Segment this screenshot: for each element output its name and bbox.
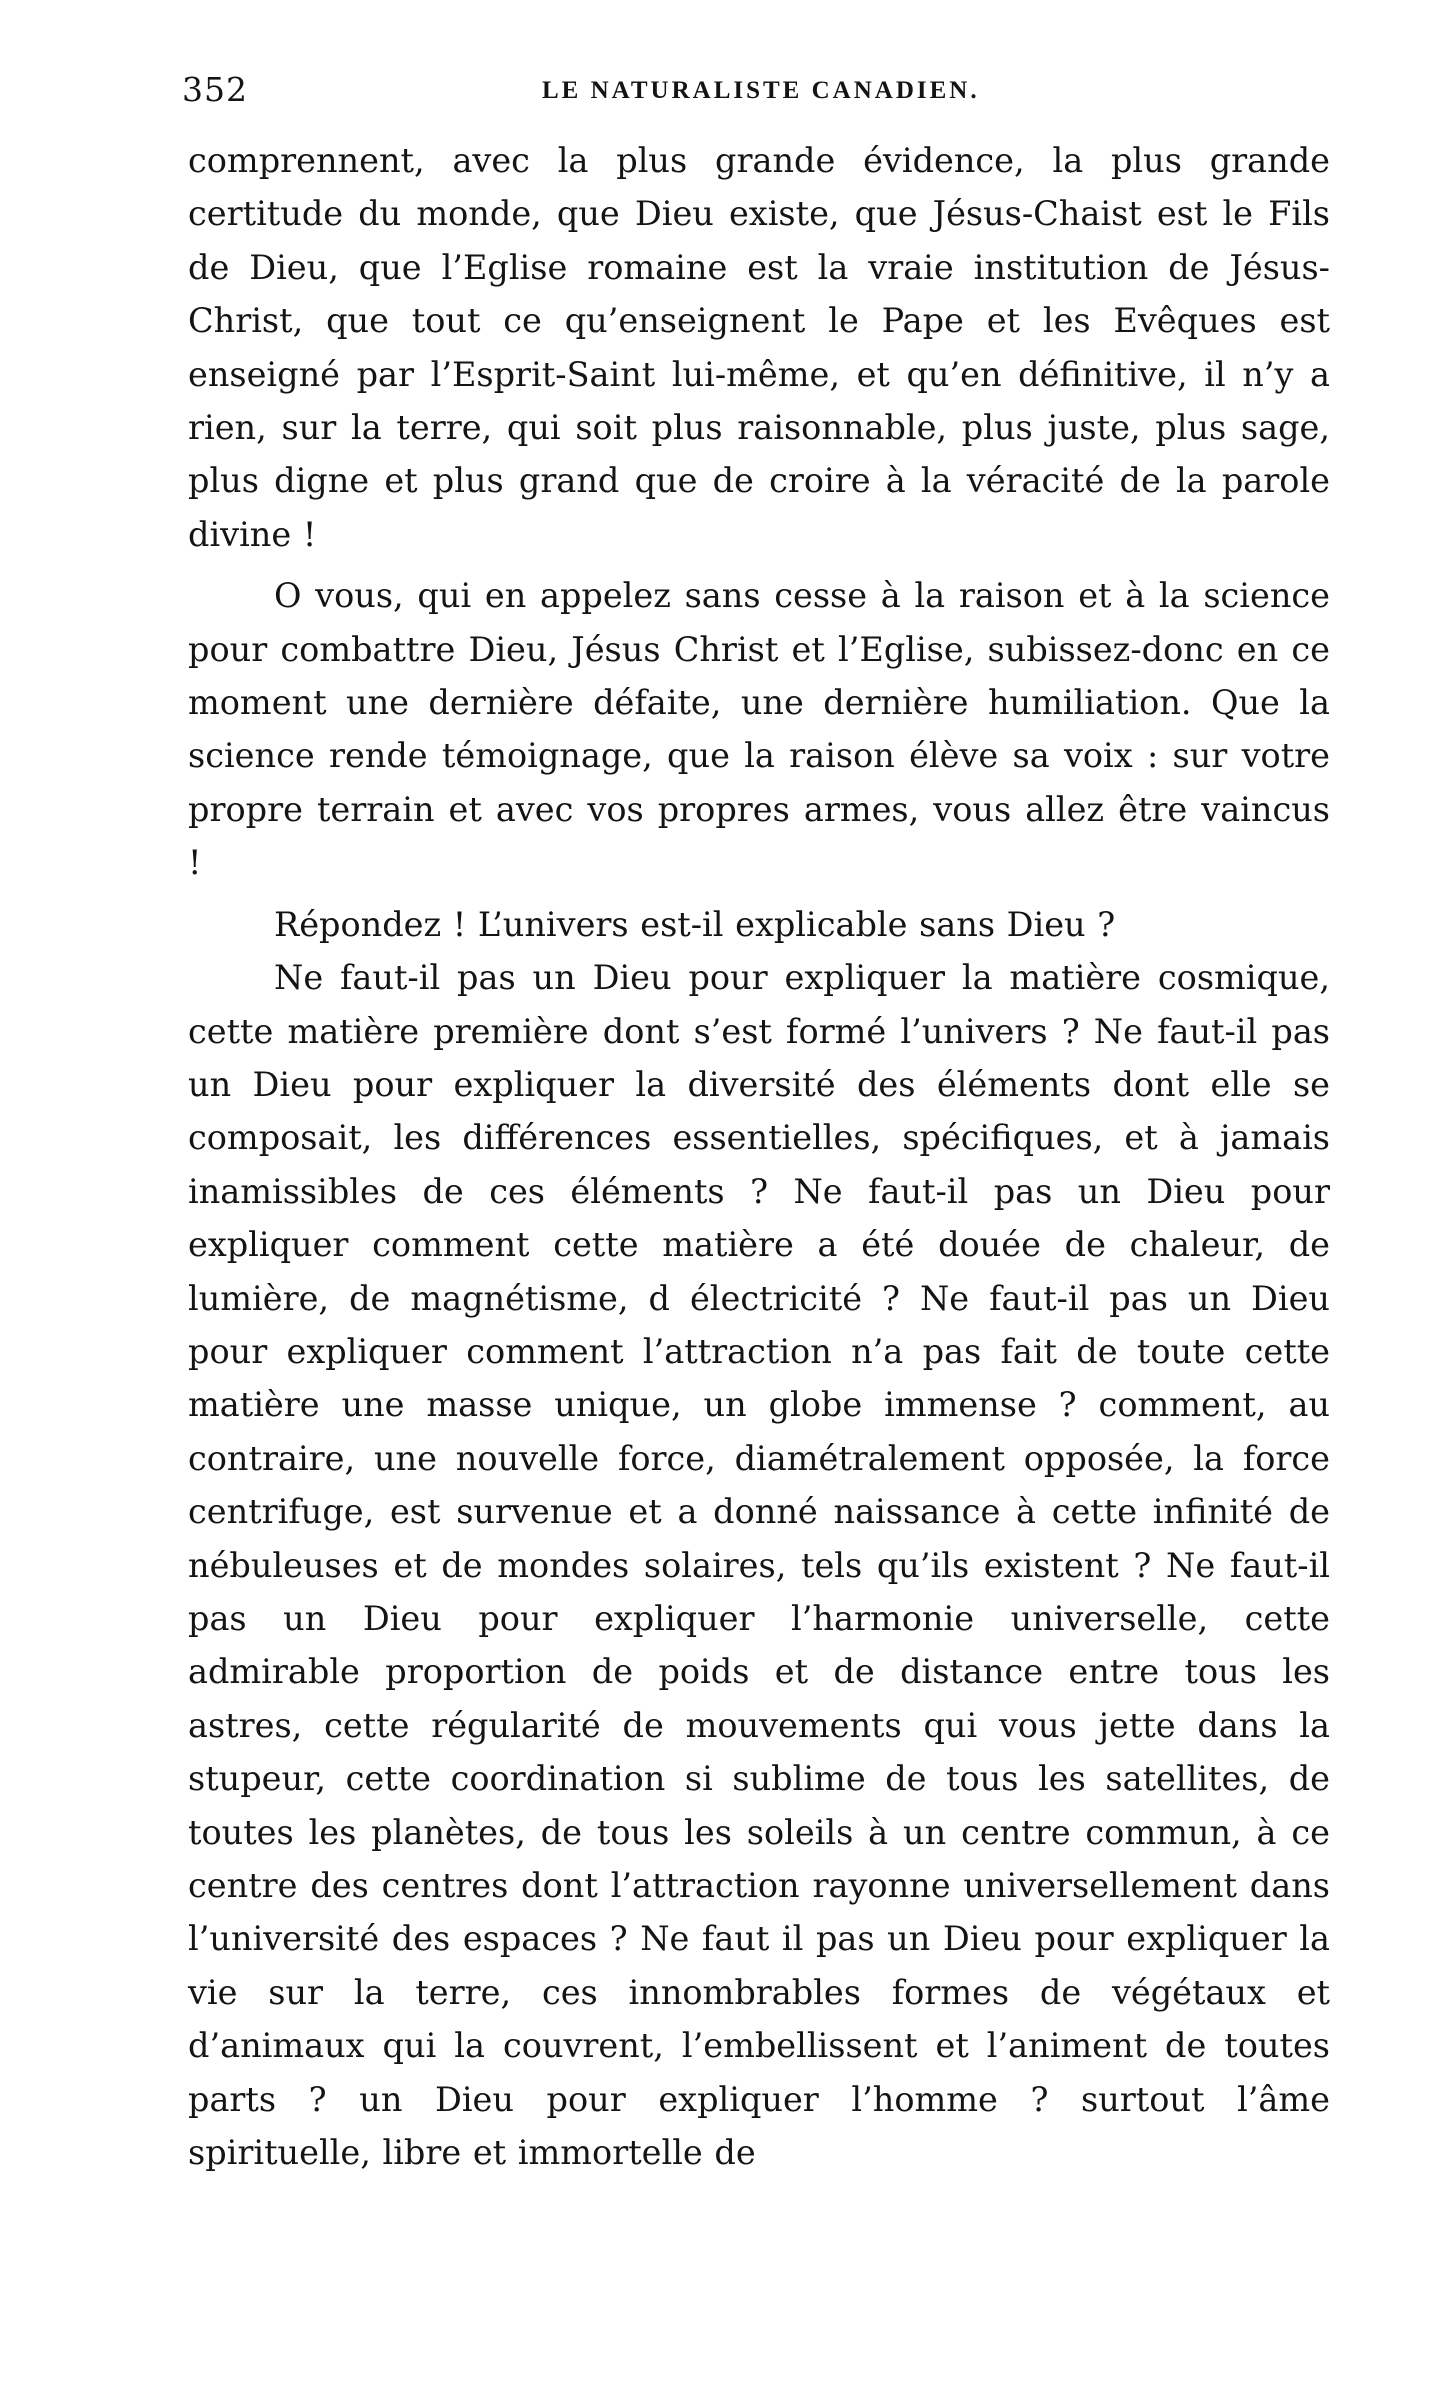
page-number: 352 xyxy=(182,70,248,109)
paragraph-continuation: comprennent, avec la plus grande évidence, la plus grande certitude du monde, que Dieu existe, que Jésus-Chaist est le Fils de Dieu, que l’Eglise romaine est la vraie institution de Jésus-Christ, que tout ce qu’enseignent le Pape et les Evêques est enseigné par l’Esprit-Saint lui-même, et qu’en définitive, il n’y a rien, sur la terre, qui soit plus raisonnable, plus juste, plus sage, plus digne et plus grand que de croire à la véracité de la parole divine ! xyxy=(188,141,1330,554)
paragraph-apostrophe: O vous, qui en appelez sans cesse à la raison et à la science pour combattre Dieu, Jésus Christ et l’Eglise, subissez-donc en ce moment une dernière défaite, une dernière humiliation. Que la science rende témoignage, que la raison élève sa voix : sur votre propre terrain et avec vos propres armes, vous allez être vaincus ! xyxy=(188,576,1330,883)
page-header xyxy=(182,70,1322,110)
paragraph-argument: Ne faut-il pas un Dieu pour expliquer la matière cosmique, cette matière première dont s’est formé l’univers ? Ne faut-il pas un Dieu pour expliquer la diversité des éléments dont elle se composait, les différences essentielles, spécifiques, et à jamais inamissibles de ces éléments ? Ne faut-il pas un Dieu pour expliquer comment cette matière a été douée de chaleur, de lumière, de magnétisme, d électricité ? Ne faut-il pas un Dieu pour expliquer comment l’attraction n’a pas fait de toute cette matière une masse unique, un globe immense ? comment, au contraire, une nouvelle force, diamétralement opposée, la force centrifuge, est survenue et a donné naissance à cette infinité de nébuleuses et de mondes solaires, tels qu’ils existent ? Ne faut-il pas un Dieu pour expliquer l’harmonie universelle, cette admirable proportion de poids et de distance entre tous les astres, cette régularité de mouvements qui vous jette dans la stupeur, cette coordination si sublime de tous les satellites, de toutes les planètes, de tous les soleils à un centre commun, à ce centre des centres dont l’attraction rayonne universellement dans l’université des espaces ? Ne faut il pas un Dieu pour expliquer la vie sur la terre, ces innombrables formes de végétaux et d’animaux qui la couvrent, l’embellissent et l’animent de toutes parts ? un Dieu pour expliquer l’homme ? surtout l’âme spirituelle, libre et immortelle de xyxy=(188,958,1330,2173)
paragraph-question: Répondez ! L’univers est-il explicable sans Dieu ? xyxy=(274,904,1116,944)
body-text xyxy=(188,134,1330,2179)
running-title: LE NATURALISTE CANADIEN. xyxy=(542,77,980,104)
